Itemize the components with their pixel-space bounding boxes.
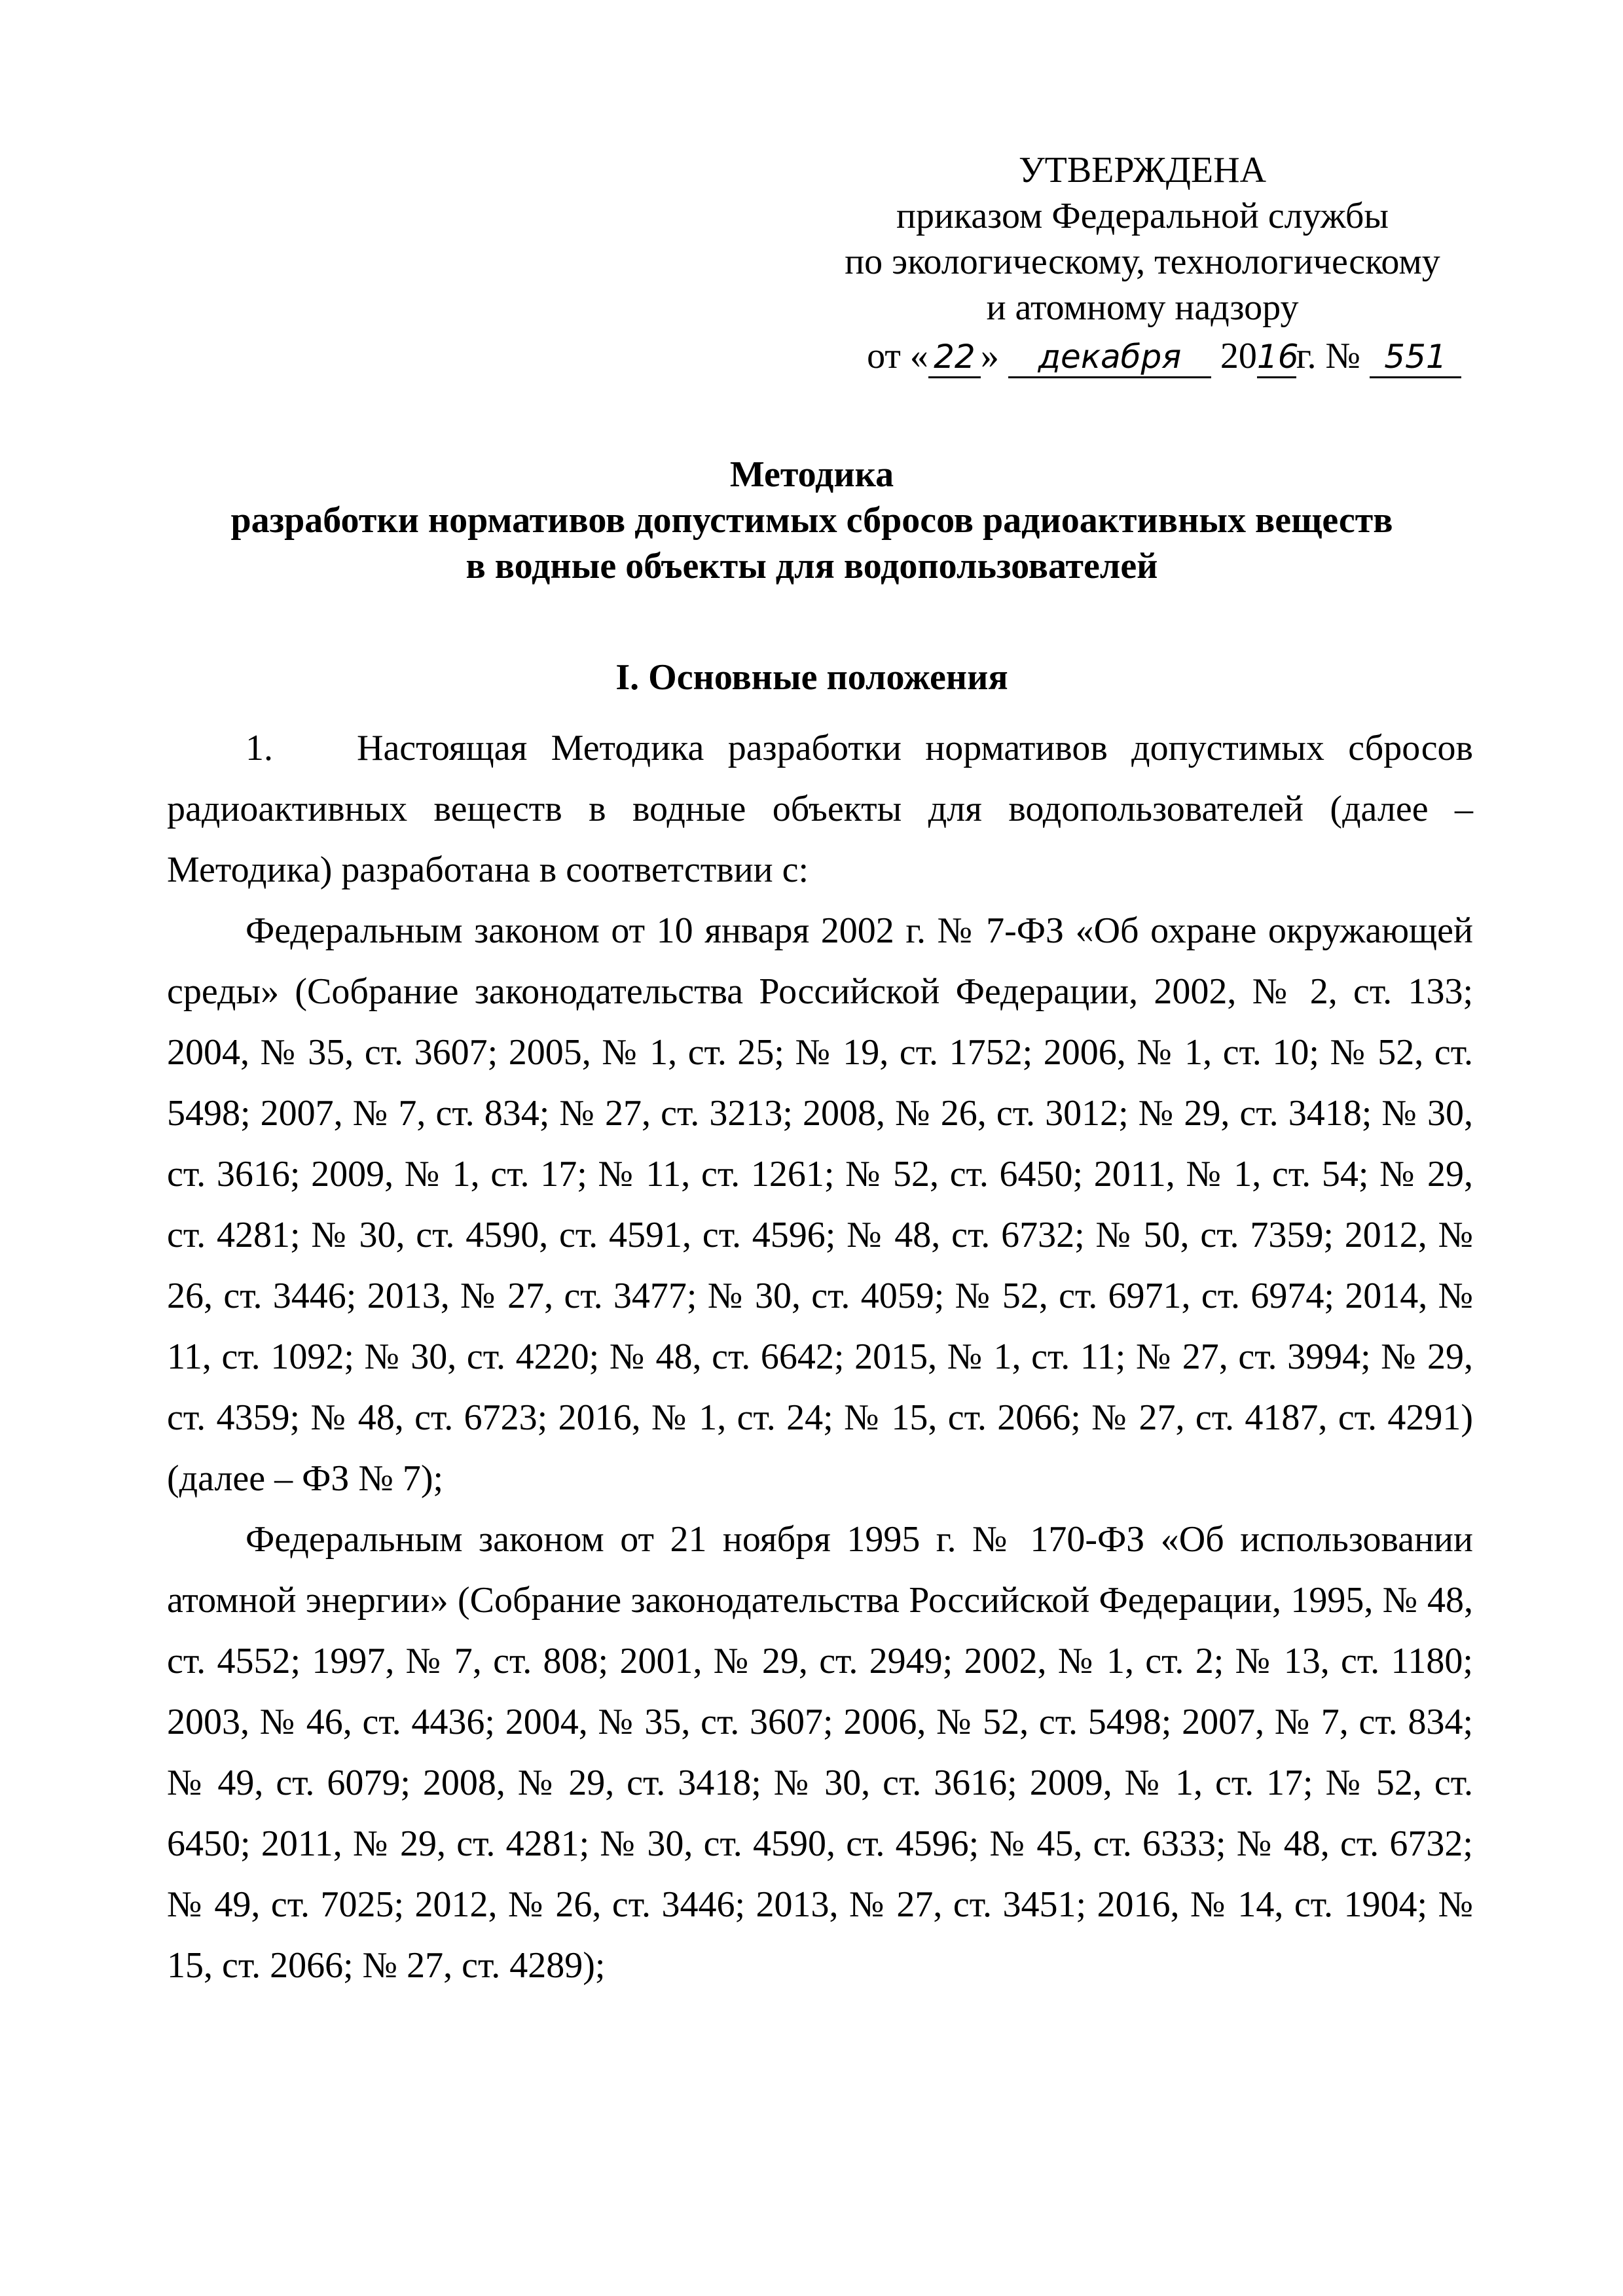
approval-line-1: приказом Федеральной службы <box>896 196 1389 236</box>
order-year-handwritten: 16 <box>1257 337 1296 378</box>
order-month-handwritten: декабря <box>1008 337 1211 378</box>
paragraph-2: Федеральным законом от 10 января 2002 г. № 7-ФЗ «Об охране окружающей среды» (Собрание законодательства Российской Федерации, 2002, № 2, ст. 133; 2004, № 35, ст. 3607; 2005, № 1, ст. 25; № 19, ст. 1752; 2006, № 1, ст. 10; № 52, ст. 5498; 2007, № 7, ст. 834; № 27, ст. 3213; 2008, № 26, ст. 3012; № 29, ст. 3418; № 30, ст. 3616; 2009, № 1, ст. 17; № 11, ст. 1261; № 52, ст. 6450; 2011, № 1, ст. 54; № 29, ст. 4281; № 30, ст. 4590, ст. 4591, ст. 4596; № 48, ст. 6732; № 50, ст. 7359; 2012, № 26, ст. 3446; 2013, № 27, ст. 3477; № 30, ст. 4059; № 52, ст. 6971, ст. 6974; 2014, № 11, ст. 1092; № 30, ст. 4220; № 48, ст. 6642; 2015, № 1, ст. 11; № 27, ст. 3994; № 29, ст. 4359; № 48, ст. 6723; 2016, № 1, ст. 24; № 15, ст. 2066; № 27, ст. 4187, ст. 4291) (далее – ФЗ № 7); <box>167 910 1473 1499</box>
document-title <box>157 452 1467 589</box>
order-day-handwritten: 22 <box>928 337 981 378</box>
approval-block <box>812 147 1473 379</box>
section-heading: I. Основные положения <box>615 657 1008 698</box>
paragraph-3: Федеральным законом от 21 ноября 1995 г. № 170-ФЗ «Об использовании атомной энергии» (Собрание законодательства Российской Федерации, 1995, № 48, ст. 4552; 1997, № 7, ст. 808; 2001, № 29, ст. 2949; 2002, № 1, ст. 2; № 13, ст. 1180; 2003, № 46, ст. 4436; 2004, № 35, ст. 3607; 2006, № 52, ст. 5498; 2007, № 7, ст. 834; № 49, ст. 6079; 2008, № 29, ст. 3418; № 30, ст. 3616; 2009, № 1, ст. 17; № 52, ст. 6450; 2011, № 29, ст. 4281; № 30, ст. 4590, ст. 4596; № 45, ст. 6333; № 48, ст. 6732; № 49, ст. 7025; 2012, № 26, ст. 3446; 2013, № 27, ст. 3451; 2016, № 14, ст. 1904; № 15, ст. 2066; № 27, ст. 4289); <box>167 1519 1473 1986</box>
approval-line-2: по экологическому, технологическому <box>845 242 1440 282</box>
paragraph-number: 1. <box>246 728 273 768</box>
order-mid: » <box>980 336 999 376</box>
approval-heading: УТВЕРЖДЕНА <box>1018 150 1267 190</box>
order-g-number: г. № <box>1296 336 1360 376</box>
body-text <box>167 718 1473 1996</box>
paragraph-1 <box>167 718 1473 901</box>
title-line-2: разработки нормативов допустимых сбросов радиоактивных веществ <box>230 500 1393 541</box>
order-year-prefix: 20 <box>1220 336 1257 376</box>
paragraph-1-text: Настоящая Методика разработки нормативов допустимых сбросов радиоактивных веществ в водные объекты для водопользователей (далее – Методика) разработана в соответствии с: <box>167 728 1473 890</box>
order-prefix: от « <box>867 336 928 376</box>
approval-line-3: и атомному надзору <box>986 287 1299 328</box>
title-line-1: Методика <box>729 454 894 495</box>
order-number-handwritten: 551 <box>1370 337 1461 378</box>
order-date-line <box>812 333 1473 379</box>
title-line-3: в водные объекты для водопользователей <box>465 546 1158 586</box>
